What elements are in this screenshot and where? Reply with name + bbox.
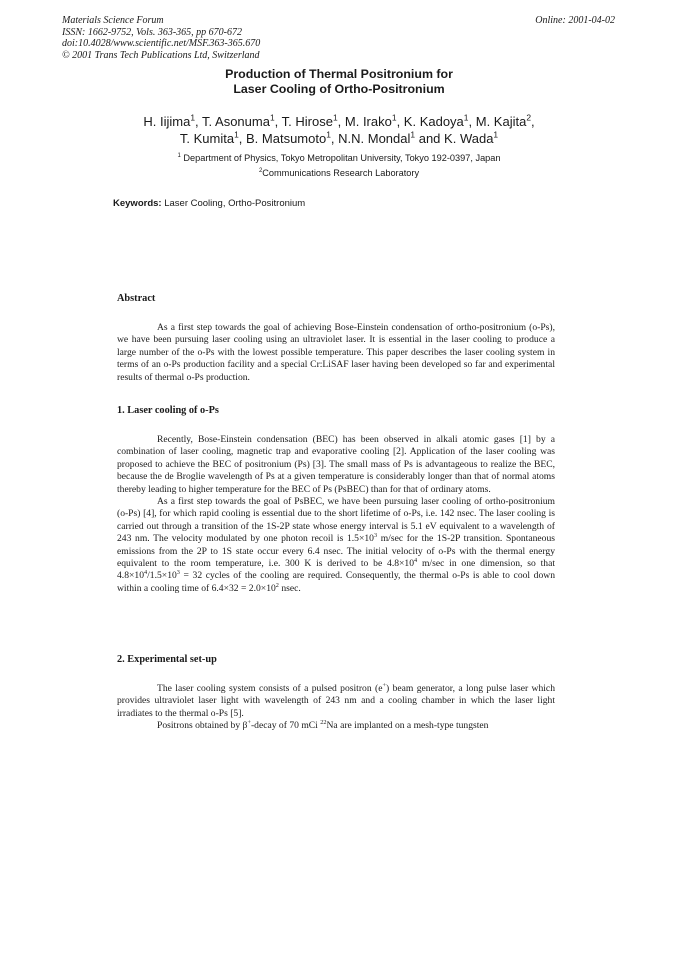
author-affil-mark: 2: [526, 112, 532, 123]
affiliations: [100, 151, 578, 180]
author: N.N. Mondal: [338, 131, 411, 146]
exponent: 2: [275, 581, 279, 589]
section-2-body: [117, 683, 555, 733]
copyright-line: © 2001 Trans Tech Publications Ltd, Switzerland: [62, 49, 260, 61]
author: K. Kadoya: [403, 114, 464, 129]
exponent: 3: [373, 532, 378, 540]
author: M. Irako: [344, 114, 392, 129]
section-1-paragraph-1: Recently, Bose-Einstein condensation (BEC) has been observed in alkali atomic gases [1] by a combination of laser cooling, magnetic trap and evaporative cooling [2]. Application of the laser cooling was proposed to achieve the BEC of positronium (Ps) [3]. The small mass of Ps is advantageous to realize the BEC, because the de Broglie wavelength of Ps at a given temperature is considerably longer than that of normal atoms thereby leading to higher temperature for the BEC of Ps (PsBEC) than for that of ordinary atoms.: [117, 434, 555, 495]
text-run: /1.5×10: [147, 570, 177, 582]
text-run: As a first step towards the goal of PsBEC, we have been pursuing laser cooling of ortho-positronium (o-Ps) [4], for which rapid cooling is essential due to the short lifetime of o-Ps, i.e. 142 nsec. The laser cooling is carried out through a transition of the 1S-2P state whose energy interval is 5.1 eV equivalent to a wavelength of 243 nm. The velocity modulated by one photon recoil is 1.5×10: [117, 496, 555, 545]
keywords-label: Keywords:: [113, 198, 162, 209]
text-run: Positrons obtained by β: [157, 720, 248, 732]
author: B. Matsumoto: [246, 131, 327, 146]
exponent: 3: [176, 569, 180, 577]
author: T. Hirose: [281, 114, 333, 129]
online-date: Online: 2001-04-02: [535, 15, 615, 26]
exponent: 22: [320, 719, 327, 727]
journal-header: [62, 15, 392, 61]
text-run: m/sec in one dimension, so that 4.8×10: [117, 558, 555, 582]
doi-line: doi:10.4028/www.scientific.net/MSF.363-365.670: [62, 38, 261, 49]
author-affil-mark: 1: [269, 112, 275, 123]
author-affil-mark: 1: [326, 129, 331, 140]
author: M. Kajita: [475, 114, 527, 129]
author-list: H. Iijima$^1$, T. Asonuma$^1$, T. Hirose$^1$, M. Irako$^1$, K. Kadoya$^1$, M. Kajita$^2$, T. Kumita$^1$, B. Matsumoto$^1$, N.N. Mondal$^1$ and K. Wada$^1$: [143, 112, 535, 146]
author: T. Kumita: [179, 131, 235, 146]
author-affil-mark: 1: [391, 112, 397, 123]
abstract-heading: Abstract: [117, 293, 156, 304]
abstract-text: As a first step towards the goal of achieving Bose-Einstein condensation of ortho-positronium (o-Ps), we have been pursuing laser cooling using an ultraviolet laser. It is essential in the laser cooling to produce a large number of the o-Ps with the lowest possible temperature. This paper describes the laser cooling system in terms of an o-Ps production facility and a special Cr:LiSAF laser having been developed so far and experimental results of thermal o-Ps production.: [117, 322, 555, 383]
author-affil-mark: 1: [463, 112, 469, 123]
affiliation-2: [100, 166, 578, 181]
affiliation-mark: 1: [177, 152, 181, 159]
text-run: m/sec for the 1S-2P transition. Spontaneous emissions from the 2P to 1S state occur every 6.4 nsec. The initial velocity of o-Ps with the thermal energy equivalent to the room temperature, i.e. 300 K is derived to be 4.8×10: [117, 533, 555, 570]
title-line-2: Laser Cooling of Ortho-Positronium: [233, 81, 445, 96]
affiliation-1: [100, 151, 578, 166]
author: T. Asonuma: [202, 114, 270, 129]
text-run: The laser cooling system consists of a pulsed positron (e: [157, 683, 383, 694]
paper-title: [140, 67, 538, 96]
title-line-1: Production of Thermal Positronium for: [225, 67, 453, 81]
exponent: 4: [144, 569, 148, 577]
text-run: nsec.: [278, 582, 301, 594]
section-2-paragraph-1: [117, 683, 555, 720]
journal-name: Materials Science Forum: [62, 15, 164, 26]
issn-line: ISSN: 1662-9752, Vols. 363-365, pp 670-672: [62, 26, 242, 38]
author-affil-mark: 1: [234, 129, 239, 140]
section-2-paragraph-2: [117, 720, 555, 732]
text-run: = 32 cycles of the cooling are required. Consequently, the thermal o-Ps is able to cool down within a cooling time of 6.4×32 = 2.0×10: [117, 570, 555, 594]
exponent: +: [247, 719, 251, 727]
section-1-body: [117, 434, 555, 595]
text-run: Na are implanted on a mesh-type tungsten: [326, 720, 489, 732]
author: H. Iijima: [143, 114, 191, 129]
author-affil-mark: 1: [493, 129, 499, 140]
author-affil-mark: 1: [190, 112, 196, 123]
author-affil-mark: 1: [332, 112, 338, 123]
author-affil-mark: 1: [410, 129, 416, 140]
keywords: [113, 198, 553, 209]
text-run: ) beam generator, a long pulse laser which provides ultraviolet laser light with wavelength of 243 nm and a cooling chamber in which the laser light irradiates to the thermal o-Ps [5].: [117, 683, 555, 719]
exponent: +: [382, 681, 386, 689]
affiliation-text: Department of Physics, Tokyo Metropolitan University, Tokyo 192-0397, Japan: [183, 153, 501, 163]
affiliation-text: Communications Research Laboratory: [262, 167, 420, 178]
section-1-paragraph-2: [117, 496, 555, 595]
abstract-body: [117, 322, 555, 384]
keywords-value: Laser Cooling, Ortho-Positronium: [164, 198, 306, 209]
section-2-heading: 2. Experimental set-up: [117, 654, 217, 665]
section-1-heading: 1. Laser cooling of o-Ps: [117, 405, 219, 416]
exponent: 4: [414, 556, 418, 564]
author-conjunction: and: [418, 131, 441, 146]
text-run: -decay of 70 mCi: [250, 720, 321, 732]
affiliation-mark: 2: [258, 167, 263, 174]
author: K. Wada: [444, 131, 494, 146]
